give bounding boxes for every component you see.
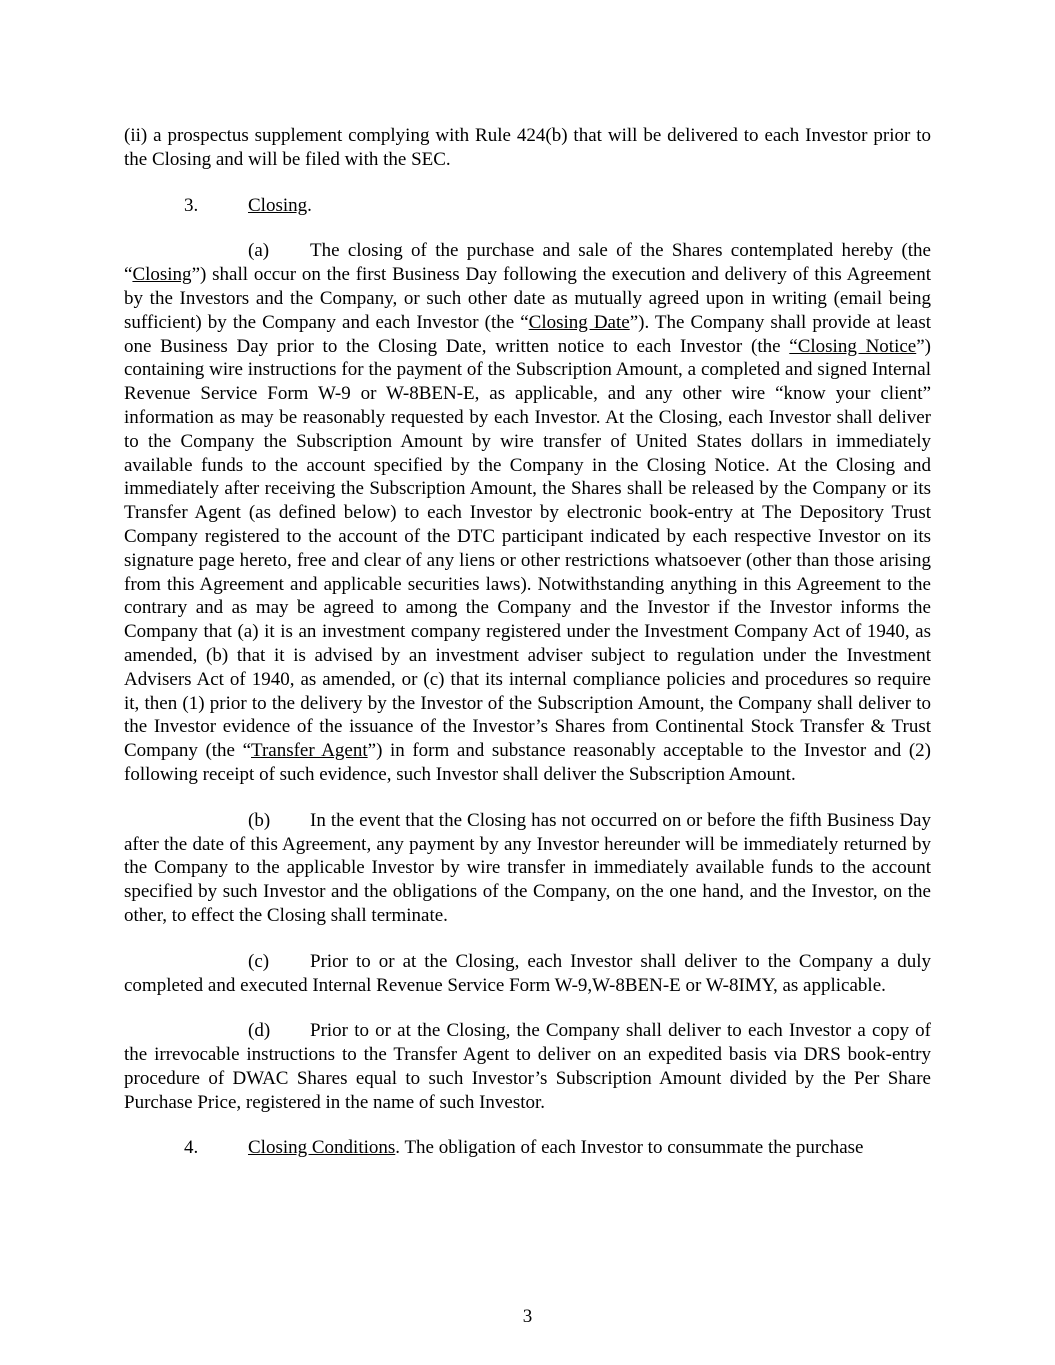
section-4-text: . The obligation of each Investor to consummate the purchase bbox=[395, 1137, 864, 1159]
closing-date-defined-term: Closing Date bbox=[528, 311, 630, 333]
section-3a-text-3: ”). The Company shall provide at least one Business Day prior to the Closing Date, written notice to each Investor (the bbox=[124, 311, 932, 357]
page-number: 3 bbox=[522, 1306, 533, 1327]
section-3c-paragraph bbox=[124, 950, 931, 998]
document-page bbox=[124, 124, 931, 1160]
section-3c-text: Prior to or at the Closing, each Investor shall deliver to the Company a duly completed and executed Internal Revenue Service Form W-9,W-8BEN-E or W-8IMY, as applicable. bbox=[124, 950, 931, 996]
section-3a-paragraph bbox=[124, 239, 931, 786]
transfer-agent-defined-term: Transfer Agent bbox=[251, 740, 368, 762]
section-4-title: Closing Conditions bbox=[248, 1137, 396, 1159]
section-3a-text-2: ”) shall occur on the first Business Day following the execution and delivery of this Agreement by the Investors and the Company, or such other date as mutually agreed upon in writing (email being sufficient) by the Company and each Investor (the “ bbox=[124, 264, 931, 333]
section-3a-text-1: The closing of the purchase and sale of the Shares contemplated hereby (the “ bbox=[124, 240, 931, 286]
section-3-number: 3. bbox=[184, 194, 199, 216]
section-4-number: 4. bbox=[184, 1137, 199, 1159]
closing-notice-defined-term: “Closing Notice bbox=[789, 335, 917, 357]
section-3d-paragraph bbox=[124, 1019, 931, 1114]
closing-defined-term: Closing bbox=[132, 264, 192, 286]
section-3a-text-5: ”) in form and substance reasonably acceptable to the Investor and (2) following receipt of such evidence, such Investor shall deliver the Subscription Amount. bbox=[124, 740, 931, 785]
section-4-heading bbox=[124, 1136, 931, 1160]
intro-paragraph: (ii) a prospectus supplement complying with Rule 424(b) that will be delivered to each Investor prior to the Closing and will be filed with the SEC. bbox=[124, 125, 931, 170]
section-3-title-wrap bbox=[248, 194, 312, 218]
section-3a-label: (a) bbox=[248, 240, 270, 262]
section-3b-text: In the event that the Closing has not occurred on or before the fifth Business Day after the date of this Agreement, any payment by any Investor hereunder will be immediately returned by the Company to the applicable Investor by wire transfer in immediately available funds to the account specified by such Investor and the obligations of the Company, on the one hand, and the Investor, on the other, to effect the Closing shall terminate. bbox=[124, 809, 931, 926]
section-3b-label: (b) bbox=[248, 809, 271, 831]
section-3b-paragraph bbox=[124, 809, 931, 928]
section-3c-label: (c) bbox=[248, 950, 270, 972]
section-3-title-suffix: . bbox=[307, 194, 312, 216]
section-3-heading bbox=[124, 194, 931, 218]
section-3d-label: (d) bbox=[248, 1020, 271, 1042]
section-3a-text-4: ”) containing wire instructions for the payment of the Subscription Amount, a completed and signed Internal Revenue Service Form W-9 or W-8BEN-E, as applicable, and any other wire “know your client” information as may be reasonably requested by each Investor. At the Closing, each Investor shall deliver to the Company the Subscription Amount by wire transfer of United States dollars in immediately available funds to the account specified by the Company in the Closing Notice. At the Closing and immediately after receiving the Subscription Amount, the Shares shall be released by the Company or its Transfer Agent (as defined below) to each Investor by electronic book-entry at The Depository Trust Company registered to the account of the DTC participant indicated by each respective Investor on its signature page hereto, free and clear of any liens or other restrictions whatsoever (other than those arising from this Agreement and applicable securities laws). Notwithstanding anything in this Agreement to the contrary and as may be agreed to among the Company and the Investor if the Investor informs the Company that (a) it is an investment company registered under the Investment Company Act of 1940, as amended, (b) that it is advised by an investment adviser subject to regulation under the Investment Advisers Act of 1940, as amended, or (c) that its internal compliance policies and procedures so require it, then (1) prior to the delivery by the Investor of the Subscription Amount, the Company shall deliver to the Investor evidence of the issuance of the Investor’s Shares from Continental Stock Transfer & Trust Company (the “ bbox=[124, 335, 931, 762]
section-3-title: Closing bbox=[248, 194, 308, 216]
section-4-body bbox=[248, 1136, 863, 1160]
section-3d-text: Prior to or at the Closing, the Company shall deliver to each Investor a copy of the irrevocable instructions to the Transfer Agent to deliver on an expedited basis via DRS book-entry procedure of DWAC Shares equal to such Investor’s Subscription Amount divided by the Per Share Purchase Price, registered in the name of such Investor. bbox=[124, 1020, 931, 1113]
